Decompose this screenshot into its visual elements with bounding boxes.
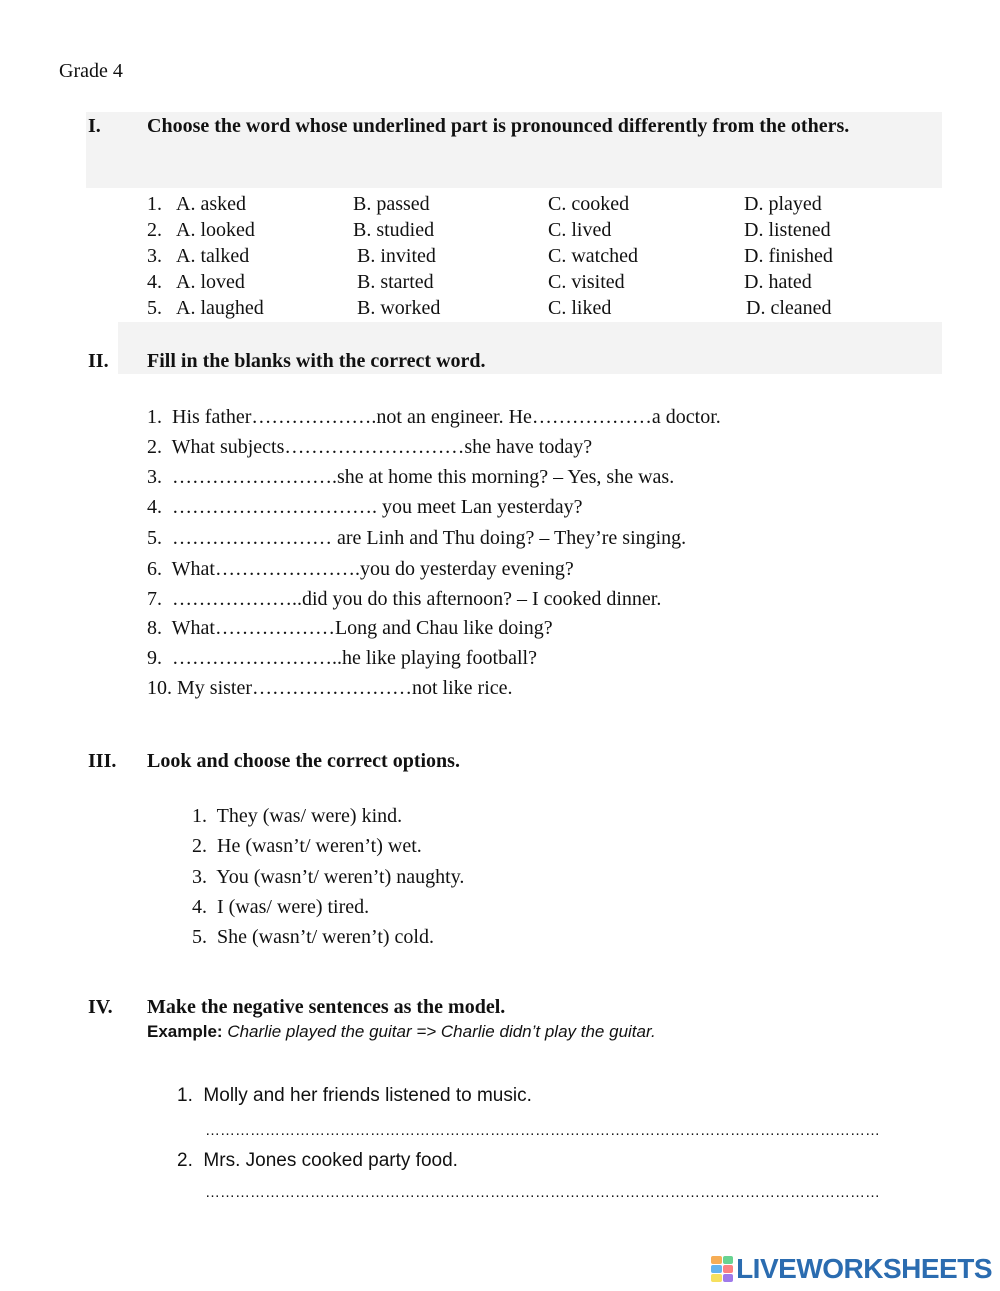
fill-blank-item (147, 432, 592, 462)
item-text[interactable]: They (was/ were) kind. (216, 805, 403, 827)
item-number: 2. (147, 219, 162, 241)
item-text[interactable]: His father……………….not an engineer. He………………a doctor. (172, 406, 721, 428)
option-a[interactable]: A. laughed (176, 297, 264, 319)
fill-blank-item (147, 492, 582, 522)
item-text[interactable]: What………………Long and Chau like doing? (171, 617, 553, 639)
item-number: 6. (147, 558, 162, 580)
example-text: Charlie played the guitar => Charlie didn’t play the guitar. (227, 1022, 656, 1041)
option-c[interactable]: C. cooked (548, 193, 630, 215)
item-number: 10. (147, 677, 172, 699)
option-c[interactable]: C. visited (548, 271, 625, 293)
item-number: 8. (147, 617, 162, 639)
option-b[interactable]: B. passed (353, 193, 430, 215)
item-number: 2. (147, 436, 162, 458)
item-text[interactable]: ……………………..he like playing football? (172, 647, 537, 669)
item-number: 9. (147, 647, 162, 669)
item-number: 5. (147, 297, 162, 319)
item-text[interactable]: I (was/ were) tired. (217, 896, 370, 918)
option-choice-item (192, 922, 434, 952)
option-c[interactable]: C. liked (548, 297, 612, 319)
item-text: Mrs. Jones cooked party food. (203, 1150, 458, 1171)
sentence-item (177, 1150, 458, 1172)
liveworksheets-logo (711, 1254, 992, 1284)
section-2-title: Fill in the blanks with the correct word. (147, 350, 486, 372)
option-choice-item (192, 892, 369, 922)
section-2-number: II. (88, 350, 109, 372)
item-number: 1. (147, 193, 162, 215)
item-number: 5. (192, 926, 207, 948)
option-choice-item (192, 862, 464, 892)
section-3-title: Look and choose the correct options. (147, 750, 460, 772)
item-text[interactable]: …………………….she at home this morning? – Yes, she was. (172, 466, 675, 488)
item-number: 1. (177, 1085, 193, 1106)
option-d[interactable]: D. listened (744, 219, 831, 241)
sentence-item (177, 1085, 532, 1107)
fill-blank-item (147, 554, 574, 584)
option-a[interactable]: A. asked (176, 193, 246, 215)
option-choice-item (192, 831, 422, 861)
brand-name: LIVEWORKSHEETS (736, 1253, 992, 1284)
option-d[interactable]: D. finished (744, 245, 833, 267)
option-c[interactable]: C. watched (548, 245, 638, 267)
example-line (147, 1022, 656, 1042)
item-text[interactable]: She (wasn’t/ weren’t) cold. (217, 926, 434, 948)
grade-label: Grade 4 (59, 60, 123, 82)
item-text: Molly and her friends listened to music. (203, 1085, 532, 1106)
fill-blank-item (147, 584, 661, 614)
option-d[interactable]: D. cleaned (746, 297, 832, 319)
item-number: 1. (192, 805, 207, 827)
item-text[interactable]: What subjects………………………she have today? (171, 436, 593, 458)
option-b[interactable]: B. studied (353, 219, 435, 241)
answer-line[interactable]: ……………………………………………………………………………………………………………………… (205, 1122, 880, 1139)
fill-blank-item (147, 613, 553, 643)
item-number: 5. (147, 527, 162, 549)
item-text[interactable]: …………………… are Linh and Thu doing? – They’re singing. (172, 527, 687, 549)
fill-blank-item (147, 673, 513, 703)
item-number: 4. (147, 271, 162, 293)
item-text[interactable]: You (wasn’t/ weren’t) naughty. (216, 866, 465, 888)
section-1-title: Choose the word whose underlined part is pronounced differently from the others. (147, 115, 850, 137)
item-number: 1. (147, 406, 162, 428)
answer-line[interactable]: ……………………………………………………………………………………………………………………… (205, 1184, 880, 1201)
option-c[interactable]: C. lived (548, 219, 612, 241)
option-choice-item (192, 801, 402, 831)
section-1-options (0, 191, 1000, 331)
item-text[interactable]: What………………….you do yesterday evening? (171, 558, 574, 580)
item-number: 3. (147, 466, 162, 488)
item-number: 2. (177, 1150, 193, 1171)
option-d[interactable]: D. hated (744, 271, 812, 293)
section-4-number: IV. (88, 996, 113, 1018)
option-b[interactable]: B. worked (357, 297, 441, 319)
item-text[interactable]: My sister……………………not like rice. (177, 677, 513, 699)
item-number: 2. (192, 835, 207, 857)
option-d[interactable]: D. played (744, 193, 822, 215)
section-1-number: I. (88, 115, 101, 137)
option-b[interactable]: B. started (357, 271, 434, 293)
item-text[interactable]: ………………..did you do this afternoon? – I cooked dinner. (172, 588, 662, 610)
item-text[interactable]: He (wasn’t/ weren’t) wet. (217, 835, 422, 857)
option-b[interactable]: B. invited (357, 245, 436, 267)
item-number: 7. (147, 588, 162, 610)
item-number: 4. (147, 496, 162, 518)
fill-blank-item (147, 402, 721, 432)
section-3-number: III. (88, 750, 117, 772)
fill-blank-item (147, 462, 674, 492)
option-a[interactable]: A. looked (176, 219, 255, 241)
option-a[interactable]: A. talked (176, 245, 250, 267)
item-number: 3. (147, 245, 162, 267)
example-label: Example: (147, 1022, 223, 1041)
item-number: 4. (192, 896, 207, 918)
option-a[interactable]: A. loved (176, 271, 245, 293)
item-number: 3. (192, 866, 207, 888)
section-4-title: Make the negative sentences as the model. (147, 996, 506, 1018)
fill-blank-item (147, 523, 686, 553)
liveworksheets-logo-icon (711, 1256, 733, 1282)
fill-blank-item (147, 643, 537, 673)
item-text[interactable]: …………………………. you meet Lan yesterday? (172, 496, 583, 518)
